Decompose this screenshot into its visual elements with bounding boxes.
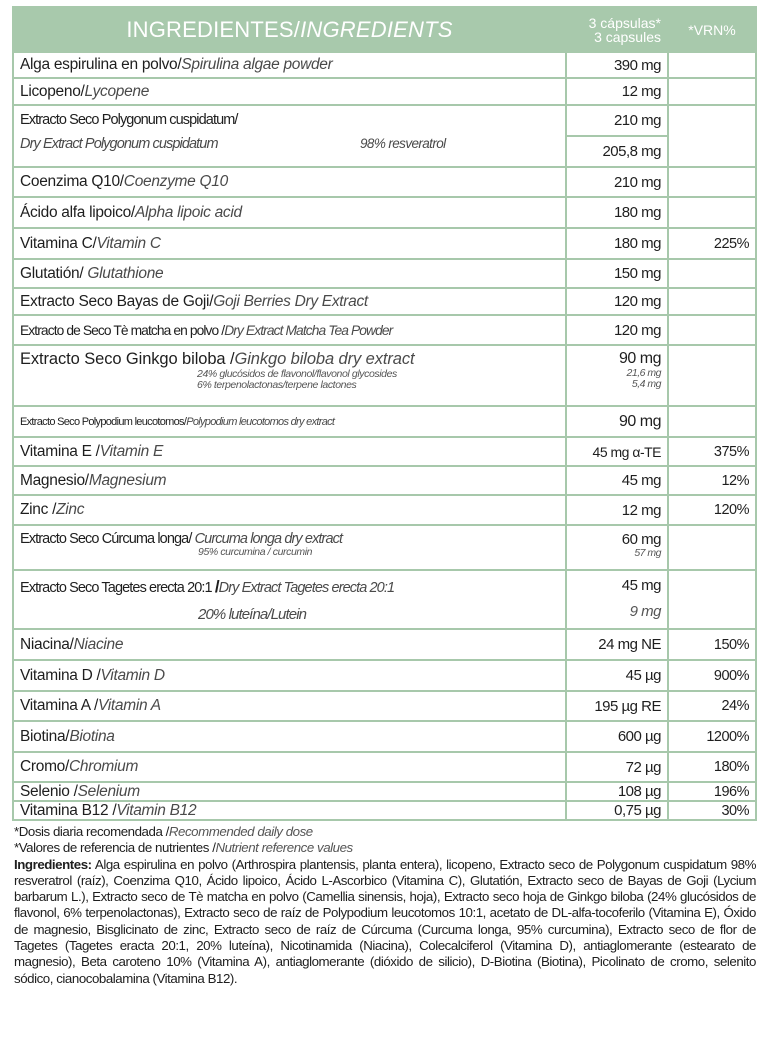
footnote-dose-en: Recommended daily dose <box>168 824 313 839</box>
vrn-column-header: *VRN% <box>668 7 756 52</box>
flavonol-note: 24% glucósidos de flavonol/flavonol glycosides <box>197 368 397 380</box>
name-en: Vitamin C <box>96 234 161 252</box>
name-es: Extracto Seco Ginkgo biloba / <box>20 350 235 368</box>
name-es: Biotina/ <box>20 727 70 745</box>
name-en: Coenzyme Q10 <box>123 173 228 190</box>
name-es: Extracto Seco Cúrcuma longa/ <box>20 531 195 547</box>
name-en: Vitamin B12 <box>116 801 197 819</box>
name-es: Alga espirulina en polvo/ <box>20 56 182 73</box>
ingredient-name <box>13 437 566 466</box>
terpene-amount: 5,4 mg <box>631 378 661 390</box>
amount-cell: 24 mg NE <box>566 629 668 660</box>
ingredient-name <box>13 167 566 197</box>
name-en: Curcuma longa dry extract <box>194 531 343 547</box>
ingredient-name <box>13 629 566 660</box>
amount-cell: 120 mg <box>566 315 668 345</box>
name-es: Coenzima Q10/ <box>20 173 124 190</box>
ingredients-column-header <box>13 7 566 52</box>
name-es: Magnesio/ <box>20 471 89 489</box>
name-es: Vitamina C/ <box>20 234 97 252</box>
ingredient-name <box>13 801 566 820</box>
vrn-cell: 900% <box>668 660 756 691</box>
ingredients-paragraph <box>14 857 756 987</box>
vrn-cell: 150% <box>668 629 756 660</box>
ingredient-name <box>13 660 566 691</box>
name-en: Chromium <box>69 758 139 775</box>
amount-cell: 120 mg <box>566 288 668 315</box>
ingredient-name <box>13 406 566 437</box>
name-es: Extracto Seco Tagetes erecta 20:1 <box>20 580 215 596</box>
name-en: Ginkgo biloba dry extract <box>234 350 415 368</box>
name-en: Zinc <box>56 501 85 518</box>
name-en: Polypodium leucotomos dry extract <box>186 415 335 428</box>
table-row <box>13 466 756 495</box>
name-en: Biotina <box>69 727 115 745</box>
name-es: Vitamina E / <box>20 442 100 460</box>
table-row <box>13 288 756 315</box>
amount-cell: 600 µg <box>566 721 668 752</box>
footnote-nrv <box>14 840 756 856</box>
table-row <box>13 721 756 752</box>
ingredient-name <box>13 52 566 78</box>
ingredient-name <box>13 466 566 495</box>
footnote-vrn-es: *Valores de referencia de nutrientes / <box>14 840 216 856</box>
amount-cell: 195 µg RE <box>566 691 668 721</box>
amount-cell <box>566 525 668 570</box>
amount-cell: 90 mg <box>566 406 668 437</box>
ingredient-name <box>13 570 566 629</box>
name-es: Glutatión/ <box>20 264 88 282</box>
name-en: Dry Extract Tagetes erecta 20:1 <box>218 580 395 596</box>
amount-cell: 210 mg <box>566 105 668 136</box>
name-en: Goji Berries Dry Extract <box>213 292 368 310</box>
amount-cell: 108 µg <box>566 782 668 801</box>
ingredient-name <box>13 105 566 167</box>
vrn-cell: 225% <box>668 228 756 259</box>
name-es: Niacina/ <box>20 635 74 653</box>
name-en: Vitamin E <box>99 442 164 460</box>
ingredient-name <box>13 78 566 105</box>
vrn-cell <box>668 345 756 406</box>
flavonol-amount: 21,6 mg <box>626 367 661 379</box>
ingredient-name <box>13 315 566 345</box>
nutrition-table <box>12 6 757 821</box>
name-en: Glutathione <box>87 264 164 282</box>
amount-cell: 210 mg <box>566 167 668 197</box>
vrn-cell <box>668 570 756 629</box>
name-es: Selenio / <box>20 782 78 800</box>
vrn-cell <box>668 525 756 570</box>
amount-cell: 0,75 µg <box>566 801 668 820</box>
amount-cell: 150 mg <box>566 259 668 288</box>
ingredient-name <box>13 525 566 570</box>
vrn-cell <box>668 259 756 288</box>
vrn-cell: 196% <box>668 782 756 801</box>
vrn-cell <box>668 52 756 78</box>
name-en: Vitamin A <box>97 697 161 714</box>
vrn-cell <box>668 288 756 315</box>
table-row <box>13 752 756 782</box>
name-en: Dry Extract Matcha Tea Powder <box>224 322 393 338</box>
name-es: Extracto de Seco Tè matcha en polvo / <box>20 322 225 338</box>
table-row <box>13 691 756 721</box>
vrn-cell <box>668 406 756 437</box>
ingredients-label: Ingredientes: <box>14 856 92 872</box>
ingredient-name <box>13 782 566 801</box>
amount-header-en: 3 capsules <box>594 28 661 45</box>
name-es: Extracto Seco Polygonum cuspidatum/ <box>20 112 238 128</box>
table-row <box>13 629 756 660</box>
table-row <box>13 782 756 801</box>
name-en: Selenium <box>77 782 140 800</box>
amount-cell: 72 µg <box>566 752 668 782</box>
amount-cell: 45 µg <box>566 660 668 691</box>
table-row <box>13 228 756 259</box>
terpene-note: 6% terpenolactonas/terpene lactones <box>197 379 357 391</box>
name-en: Spirulina algae powder <box>181 56 333 73</box>
ingredient-name <box>13 721 566 752</box>
vrn-cell: 180% <box>668 752 756 782</box>
vrn-cell: 375% <box>668 437 756 466</box>
vrn-cell <box>668 167 756 197</box>
amount-cell: 180 mg <box>566 228 668 259</box>
vrn-cell <box>668 315 756 345</box>
amount-main: 60 mg <box>621 531 661 548</box>
footnote-vrn-en: Nutrient reference values <box>215 840 353 856</box>
name-es: Vitamina D / <box>20 666 101 684</box>
amount-cell <box>566 345 668 406</box>
table-row <box>13 52 756 78</box>
table-row <box>13 167 756 197</box>
vrn-cell: 24% <box>668 691 756 721</box>
name-es: Vitamina B12 / <box>20 801 117 819</box>
amount-header-es: 3 cápsulas* <box>588 14 661 31</box>
name-en: Niacine <box>73 635 124 653</box>
ingredient-name <box>13 752 566 782</box>
name-es: Ácido alfa lipoico/ <box>20 203 135 221</box>
table-row <box>13 525 756 570</box>
ingredient-name <box>13 197 566 228</box>
amount-cell: 45 mg <box>566 466 668 495</box>
name-es: Zinc / <box>20 501 57 518</box>
separator: / <box>214 577 219 596</box>
name-en: Dry Extract Polygonum cuspidatum <box>20 136 218 152</box>
amount-main: 45 mg <box>621 577 661 594</box>
vrn-cell: 1200% <box>668 721 756 752</box>
table-row <box>13 495 756 525</box>
ingredient-name <box>13 228 566 259</box>
name-en: Vitamin D <box>100 666 165 684</box>
amount-main: 90 mg <box>619 350 661 367</box>
table-row <box>13 315 756 345</box>
curcumin-amount: 57 mg <box>634 547 661 559</box>
vrn-cell: 12% <box>668 466 756 495</box>
header-title-es: INGREDIENTES/ <box>126 16 301 42</box>
name-es: Extracto Seco Bayas de Goji/ <box>20 292 214 310</box>
table-row <box>13 259 756 288</box>
ingredient-name <box>13 288 566 315</box>
footnote-dose-es: *Dosis diaria recomendada / <box>14 824 169 839</box>
name-es: Vitamina A / <box>20 697 98 714</box>
ingredient-name <box>13 345 566 406</box>
name-en: Magnesium <box>88 471 167 489</box>
amount-cell: 12 mg <box>566 495 668 525</box>
amount-cell <box>566 570 668 629</box>
ingredient-name <box>13 691 566 721</box>
vrn-cell: 120% <box>668 495 756 525</box>
table-row <box>13 570 756 629</box>
vrn-cell <box>668 78 756 105</box>
name-en-line <box>20 136 559 152</box>
amount-column-header <box>566 7 668 52</box>
name-es: Licopeno/ <box>20 82 85 100</box>
amount-cell: 45 mg α-TE <box>566 437 668 466</box>
amount-cell: 180 mg <box>566 197 668 228</box>
table-row <box>13 78 756 105</box>
vrn-cell: 30% <box>668 801 756 820</box>
footnote-daily-dose <box>14 824 756 840</box>
table-row <box>13 406 756 437</box>
ingredient-name <box>13 495 566 525</box>
amount-cell: 390 mg <box>566 52 668 78</box>
table-row <box>13 801 756 820</box>
name-es: Extracto Seco Polypodium leucotomos/ <box>20 415 187 428</box>
name-en: Alpha lipoic acid <box>134 203 242 221</box>
lutein-amount: 9 mg <box>629 603 661 620</box>
table-row <box>13 660 756 691</box>
footnotes <box>14 824 756 987</box>
vrn-cell <box>668 197 756 228</box>
curcumin-note: 95% curcumina / curcumin <box>198 546 313 558</box>
lutein-note: 20% luteína/Lutein <box>198 606 307 623</box>
name-es: Cromo/ <box>20 758 70 775</box>
table-row <box>13 197 756 228</box>
table-row <box>13 345 756 406</box>
header-title-en: INGREDIENTS <box>300 16 453 42</box>
name-en: Lycopene <box>84 82 150 100</box>
resveratrol-amount-cell: 205,8 mg <box>566 136 668 167</box>
table-row <box>13 437 756 466</box>
table-row <box>13 105 756 136</box>
ingredients-text: Alga espirulina en polvo (Arthrospira plantensis, planta entera), licopeno, Extracto seco de Polygonum cuspidatum 98% resveratrol (raíz), Coenzima Q10, Ácido lipoico, Ácido L-Ascorbico (Vitamina C), Glutatión, Extracto seco de Bayas de Goji (Lycium barbarum L.), Extracto seco de Tè matcha en polvo (Camellia sinensis, hoja), Extracto seco hoja de Ginkgo biloba (24% glucósidos de flavonol, 6% terpenolactonas), Extracto seco de raíz de Polypodium leucotomos 10:1, acetato de DL-alfa-tocoferilo (Vitamina E), Óxido de magnesio, Bisglicinato de zinc, Extracto seco de raíz de Cúrcuma (Curcuma longa, 95% curcumina), Extracto seco de flor de Tagetes (Tagetes eracta 20:1, 20% luteína), Nicotinamida (Niacina), Colecalciferol (Vitamina D), antiaglomerante (estearato de magnesio), Beta caroteno 10% (Vitamina A), antiaglomerante (dióxido de silicio), D-Biotina (Biotina), Picolinato de cromo, selenito sódico, cianocobalamina (Vitamina B12). <box>14 856 756 986</box>
resveratrol-note: 98% resveratrol <box>360 136 446 151</box>
vrn-cell <box>668 105 756 167</box>
ingredient-name <box>13 259 566 288</box>
amount-cell: 12 mg <box>566 78 668 105</box>
table-header-row <box>13 7 756 52</box>
